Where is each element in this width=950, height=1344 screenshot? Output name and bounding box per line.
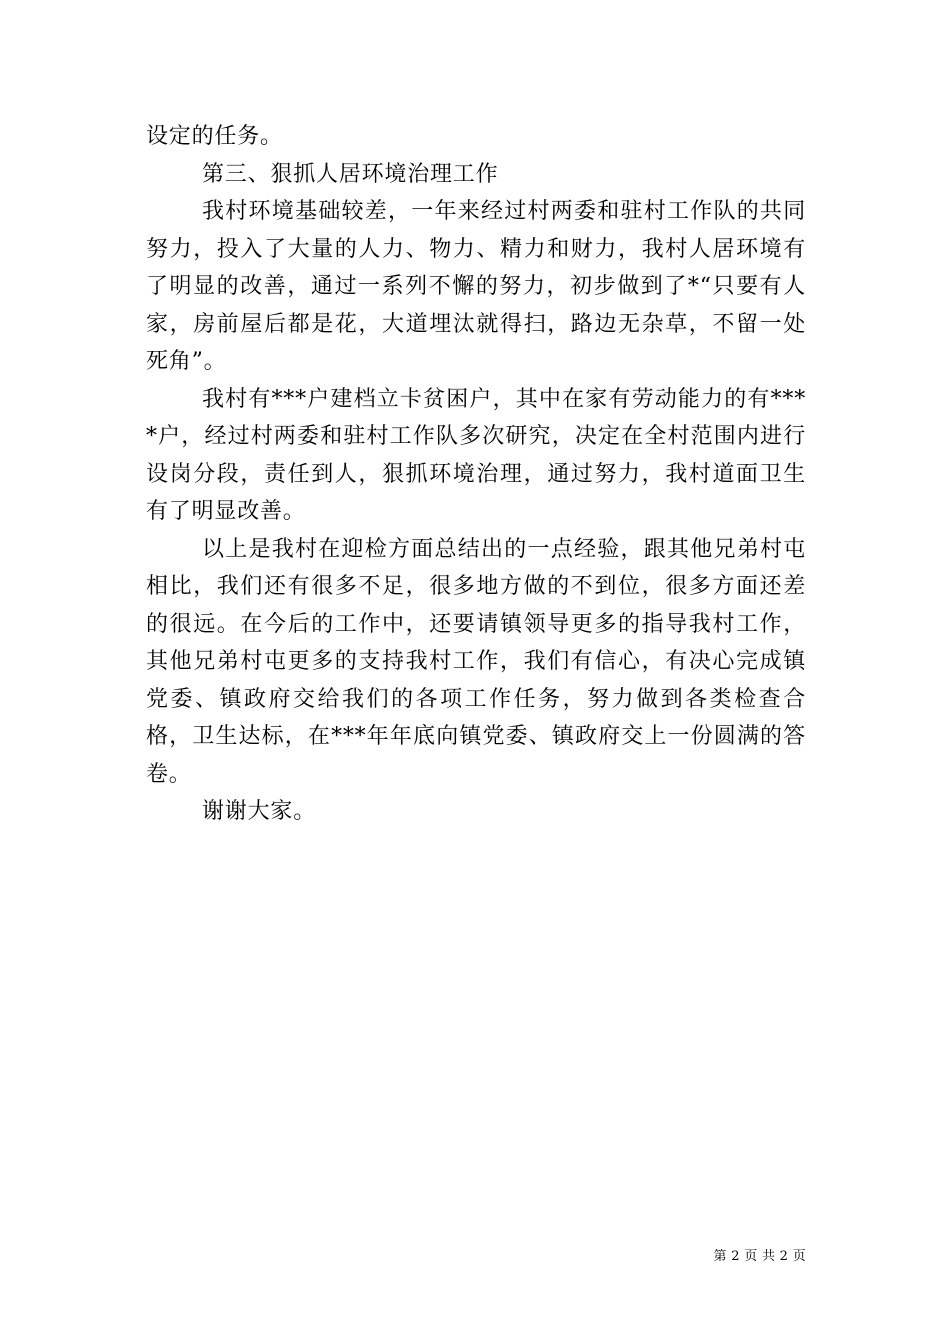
- paragraph-environment: 我村环境基础较差，一年来经过村两委和驻村工作队的共同努力，投入了大量的人力、物力、精力和财力，我村人居环境有了明显的改善，通过一系列不懈的努力，初步做到了*“只要有人家，房前屋后都是花，大道埋汰就得扫，路边无杂草，不留一处死角”。: [146, 199, 806, 374]
- paragraph-summary: 以上是我村在迎检方面总结出的一点经验，跟其他兄弟村屯相比，我们还有很多不足，很多地方做的不到位，很多方面还差的很远。在今后的工作中，还要请镇领导更多的指导我村工作，其他兄弟村屯更多的支持我村工作，我们有信心，有决心完成镇党委、镇政府交给我们的各项工作任务，努力做到各类检查合格，卫生达标，在***年年底向镇党委、镇政府交上一份圆满的答卷。: [146, 536, 806, 787]
- document-body: [146, 118, 806, 831]
- paragraph-poverty-households: 我村有***户建档立卡贫困户，其中在家有劳动能力的有****户，经过村两委和驻村工作队多次研究，决定在全村范围内进行设岗分段，责任到人，狠抓环境治理，通过努力，我村道面卫生有了明显改善。: [146, 386, 806, 524]
- section-heading: 第三、狠抓人居环境治理工作: [202, 161, 499, 187]
- page-number-footer: 第 2 页 共 2 页: [713, 1249, 806, 1264]
- paragraph-continuation: 设定的任务。: [146, 124, 283, 149]
- paragraph-closing: 谢谢大家。: [202, 799, 317, 824]
